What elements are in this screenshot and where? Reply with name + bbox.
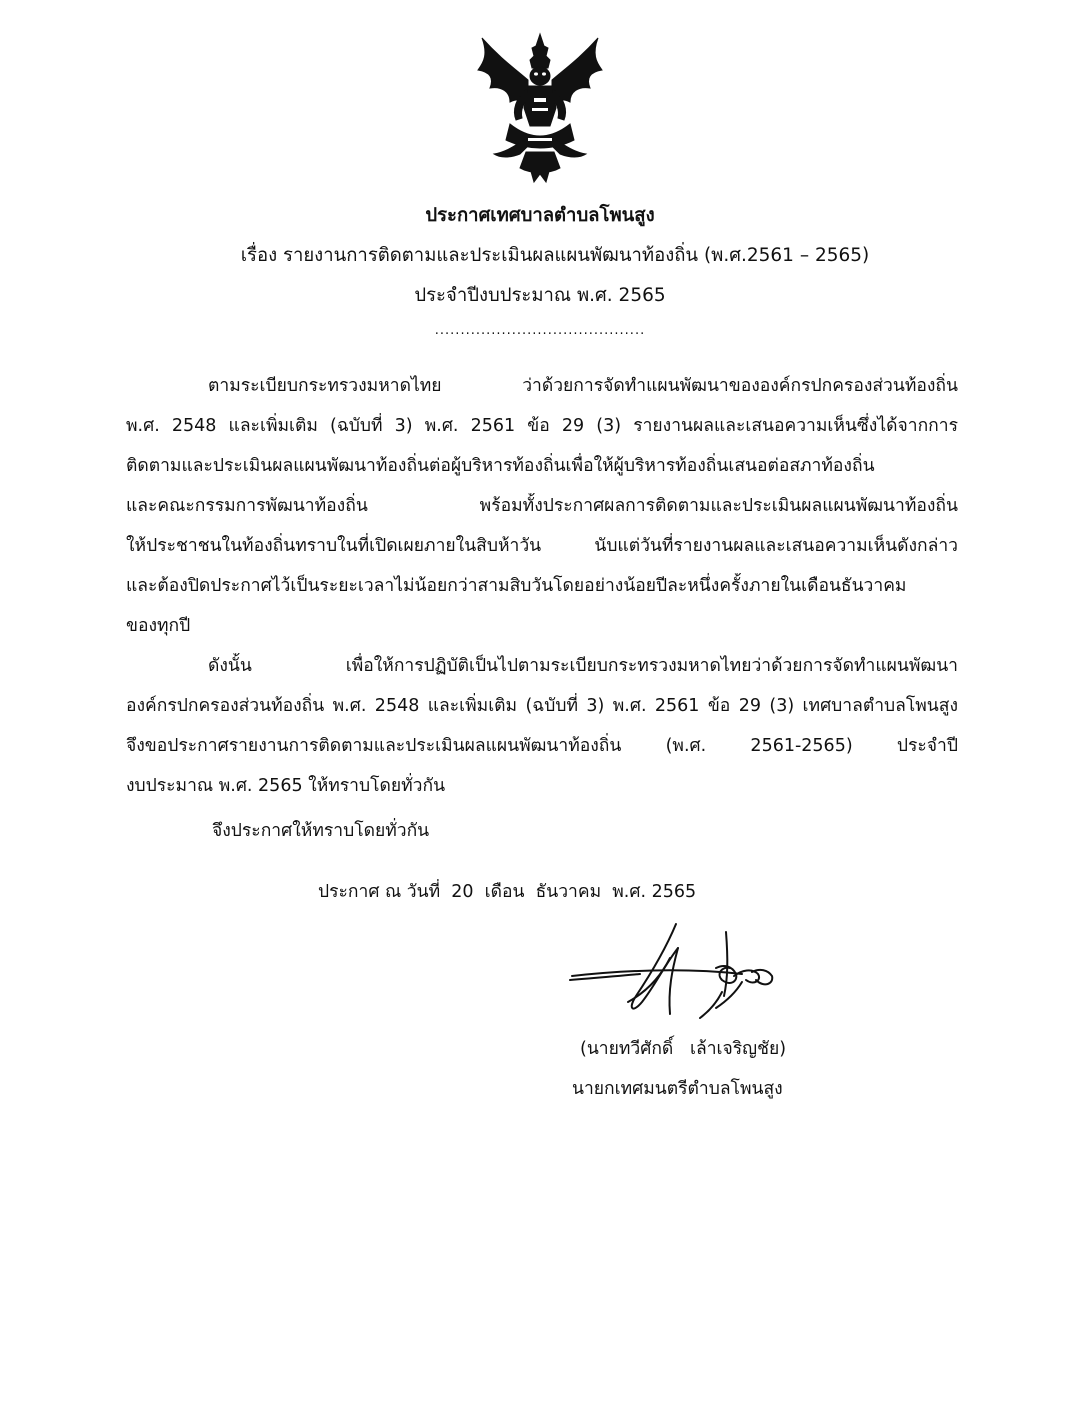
paragraph-2-line: ดังนั้น เพื่อให้การปฏิบัติเป็นไปตามระเบียบกระทรวงมหาดไทยว่าด้วยการจัดทำแผนพัฒนา — [208, 656, 958, 676]
paragraph-1-line: ติดตามและประเมินผลแผนพัฒนาท้องถิ่นต่อผู้บริหารท้องถิ่นเพื่อให้ผู้บริหารท้องถิ่นเสนอต่อสภาท้องถิ่น — [126, 456, 875, 476]
closing-statement: จึงประกาศให้ทราบโดยทั่วกัน — [212, 821, 430, 841]
paragraph-1-line: ให้ประชาชนในท้องถิ่นทราบในที่เปิดเผยภายในสิบห้าวัน นับแต่วันที่รายงานผลและเสนอความเห็นดังกล่าว — [126, 536, 958, 556]
paragraph-1-line: ของทุกปี — [126, 616, 191, 636]
fiscal-year-line: ประจำปีงบประมาณ พ.ศ. 2565 — [414, 285, 666, 306]
signatory-name: (นายทวีศักดิ์ เล้าเจริญชัย) — [580, 1039, 787, 1059]
paragraph-2-line: จึงขอประกาศรายงานการติดตามและประเมินผลแผนพัฒนาท้องถิ่น (พ.ศ. 2561-2565) ประจำปี — [126, 736, 958, 756]
paragraph-1-line: และคณะกรรมการพัฒนาท้องถิ่น พร้อมทั้งประกาศผลการติดตามและประเมินผลแผนพัฒนาท้องถิ่น — [126, 496, 958, 516]
paragraph-2-line: องค์กรปกครองส่วนท้องถิ่น พ.ศ. 2548 และเพิ่มเติม (ฉบับที่ 3) พ.ศ. 2561 ข้อ 29 (3) เทศบาลตำบลโพนสูง — [126, 696, 958, 716]
announcement-title: ประกาศเทศบาลตำบลโพนสูง — [425, 205, 655, 226]
announcement-date: ประกาศ ณ วันที่ 20 เดือน ธันวาคม พ.ศ. 2565 — [318, 882, 697, 902]
garuda-emblem — [470, 28, 610, 184]
paragraph-1-line: และต้องปิดประกาศไว้เป็นระยะเวลาไม่น้อยกว่าสามสิบวันโดยอย่างน้อยปีละหนึ่งครั้งภายในเดือนธันวาคม — [126, 576, 907, 596]
paragraph-1-line: ตามระเบียบกระทรวงมหาดไทย ว่าด้วยการจัดทำแผนพัฒนาขององค์กรปกครองส่วนท้องถิ่น — [208, 376, 958, 396]
handwritten-signature — [566, 918, 786, 1028]
header-separator: ......................................... — [434, 323, 646, 338]
signatory-position: นายกเทศมนตรีตำบลโพนสูง — [572, 1079, 783, 1099]
paragraph-2-line: งบประมาณ พ.ศ. 2565 ให้ทราบโดยทั่วกัน — [126, 776, 446, 796]
announcement-subject: เรื่อง รายงานการติดตามและประเมินผลแผนพัฒนาท้องถิ่น (พ.ศ.2561 – 2565) — [240, 245, 870, 266]
paragraph-1-line: พ.ศ. 2548 และเพิ่มเติม (ฉบับที่ 3) พ.ศ. 2561 ข้อ 29 (3) รายงานผลและเสนอความเห็นซึ่งได้จากการ — [126, 416, 958, 436]
